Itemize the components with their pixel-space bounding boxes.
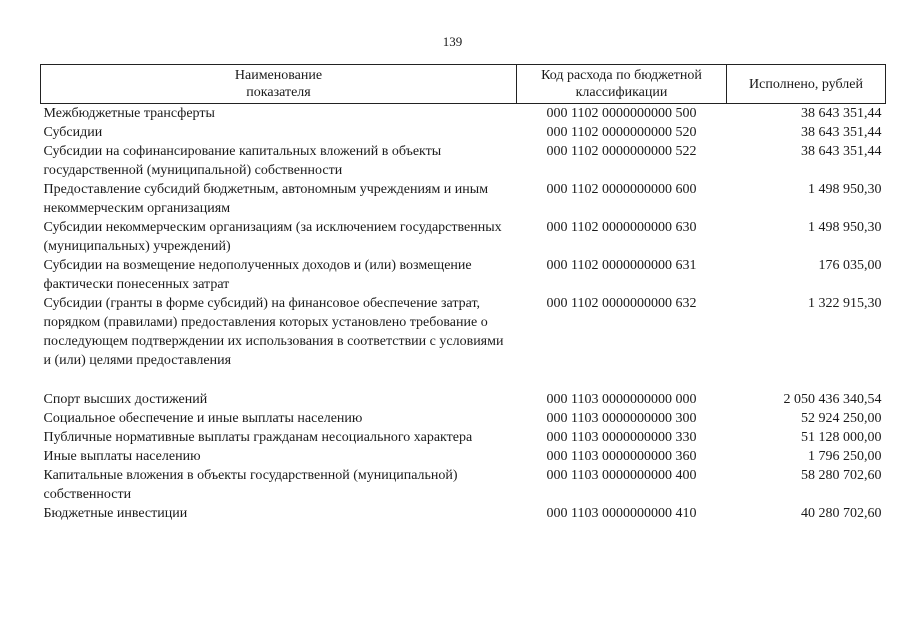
row-code: 000 1102 0000000000 631 bbox=[546, 258, 697, 273]
row-code: 000 1103 0000000000 360 bbox=[546, 449, 697, 464]
row-code: 000 1103 0000000000 400 bbox=[546, 468, 697, 483]
header-name-line1: Наименование bbox=[234, 68, 323, 83]
row-amount: 38 643 351,44 bbox=[801, 125, 882, 140]
table-row bbox=[41, 218, 886, 256]
row-name: Межбюджетные трансферты bbox=[43, 106, 215, 121]
table-spacer-row bbox=[41, 370, 886, 390]
row-name: Субсидии bbox=[43, 125, 103, 140]
table-row bbox=[41, 428, 886, 447]
row-code: 000 1103 0000000000 410 bbox=[546, 506, 697, 521]
header-name-line2: показателя bbox=[246, 85, 311, 100]
row-name: Субсидии некоммерческим организациям (за исключением государственных (муниципальных) учреждений) bbox=[43, 220, 502, 254]
row-code: 000 1103 0000000000 330 bbox=[546, 430, 697, 445]
header-code-line1: Код расхода по бюджетной bbox=[541, 68, 702, 83]
table-row bbox=[41, 466, 886, 504]
row-code: 000 1103 0000000000 300 bbox=[546, 411, 697, 426]
row-name: Субсидии на софинансирование капитальных вложений в объекты государственной (муниципальной) собственности bbox=[43, 144, 442, 178]
row-name: Бюджетные инвестиции bbox=[43, 506, 188, 521]
table-row bbox=[41, 104, 886, 124]
table-header-row bbox=[41, 65, 886, 104]
table-row bbox=[41, 256, 886, 294]
table-row bbox=[41, 142, 886, 180]
row-name: Спорт высших достижений bbox=[43, 392, 208, 407]
row-name: Субсидии на возмещение недополученных доходов и (или) возмещение фактически понесенных затрат bbox=[43, 258, 472, 292]
row-amount: 58 280 702,60 bbox=[801, 468, 882, 483]
row-amount: 1 796 250,00 bbox=[808, 449, 882, 464]
row-code: 000 1102 0000000000 522 bbox=[546, 144, 697, 159]
row-name: Предоставление субсидий бюджетным, автономным учреждениям и иным некоммерческим организациям bbox=[43, 182, 489, 216]
row-code: 000 1102 0000000000 600 bbox=[546, 182, 697, 197]
row-amount: 51 128 000,00 bbox=[801, 430, 882, 445]
page-number: 139 bbox=[442, 34, 463, 49]
table-row bbox=[41, 180, 886, 218]
table-row bbox=[41, 294, 886, 370]
table-row bbox=[41, 447, 886, 466]
table-row bbox=[41, 390, 886, 409]
row-amount: 38 643 351,44 bbox=[801, 106, 882, 121]
row-name: Капитальные вложения в объекты государственной (муниципальной) собственности bbox=[43, 468, 458, 502]
row-name: Публичные нормативные выплаты гражданам несоциального характера bbox=[43, 430, 473, 445]
row-code: 000 1102 0000000000 630 bbox=[546, 220, 697, 235]
header-expense-code bbox=[517, 65, 727, 104]
row-name: Социальное обеспечение и иные выплаты населению bbox=[43, 411, 363, 426]
expense-table bbox=[40, 64, 886, 523]
row-amount: 38 643 351,44 bbox=[801, 144, 882, 159]
table-row bbox=[41, 123, 886, 142]
row-amount: 2 050 436 340,54 bbox=[783, 392, 882, 407]
row-amount: 1 498 950,30 bbox=[808, 182, 882, 197]
row-code: 000 1102 0000000000 520 bbox=[546, 125, 697, 140]
row-code: 000 1102 0000000000 632 bbox=[546, 296, 697, 311]
row-amount: 1 322 915,30 bbox=[808, 296, 882, 311]
row-amount: 52 924 250,00 bbox=[801, 411, 882, 426]
row-code: 000 1103 0000000000 000 bbox=[546, 392, 697, 407]
row-amount: 1 498 950,30 bbox=[808, 220, 882, 235]
row-amount: 176 035,00 bbox=[818, 258, 882, 273]
table-row bbox=[41, 504, 886, 523]
row-name: Иные выплаты населению bbox=[43, 449, 201, 464]
spacer-cell bbox=[517, 370, 727, 390]
header-amount: Исполнено, рублей bbox=[727, 65, 886, 104]
row-name: Субсидии (гранты в форме субсидий) на финансовое обеспечение затрат, порядком (правилами) предоставления которых установлено требование о последующем подтверждении их использования в соответствии с условиями и (или) целями предоставления bbox=[43, 296, 504, 368]
row-amount: 40 280 702,60 bbox=[801, 506, 882, 521]
header-code-line2: классификации bbox=[575, 85, 668, 100]
table-row bbox=[41, 409, 886, 428]
header-indicator-name bbox=[41, 65, 517, 104]
spacer-cell bbox=[727, 370, 886, 390]
row-code: 000 1102 0000000000 500 bbox=[546, 106, 697, 121]
spacer-cell bbox=[41, 370, 517, 390]
